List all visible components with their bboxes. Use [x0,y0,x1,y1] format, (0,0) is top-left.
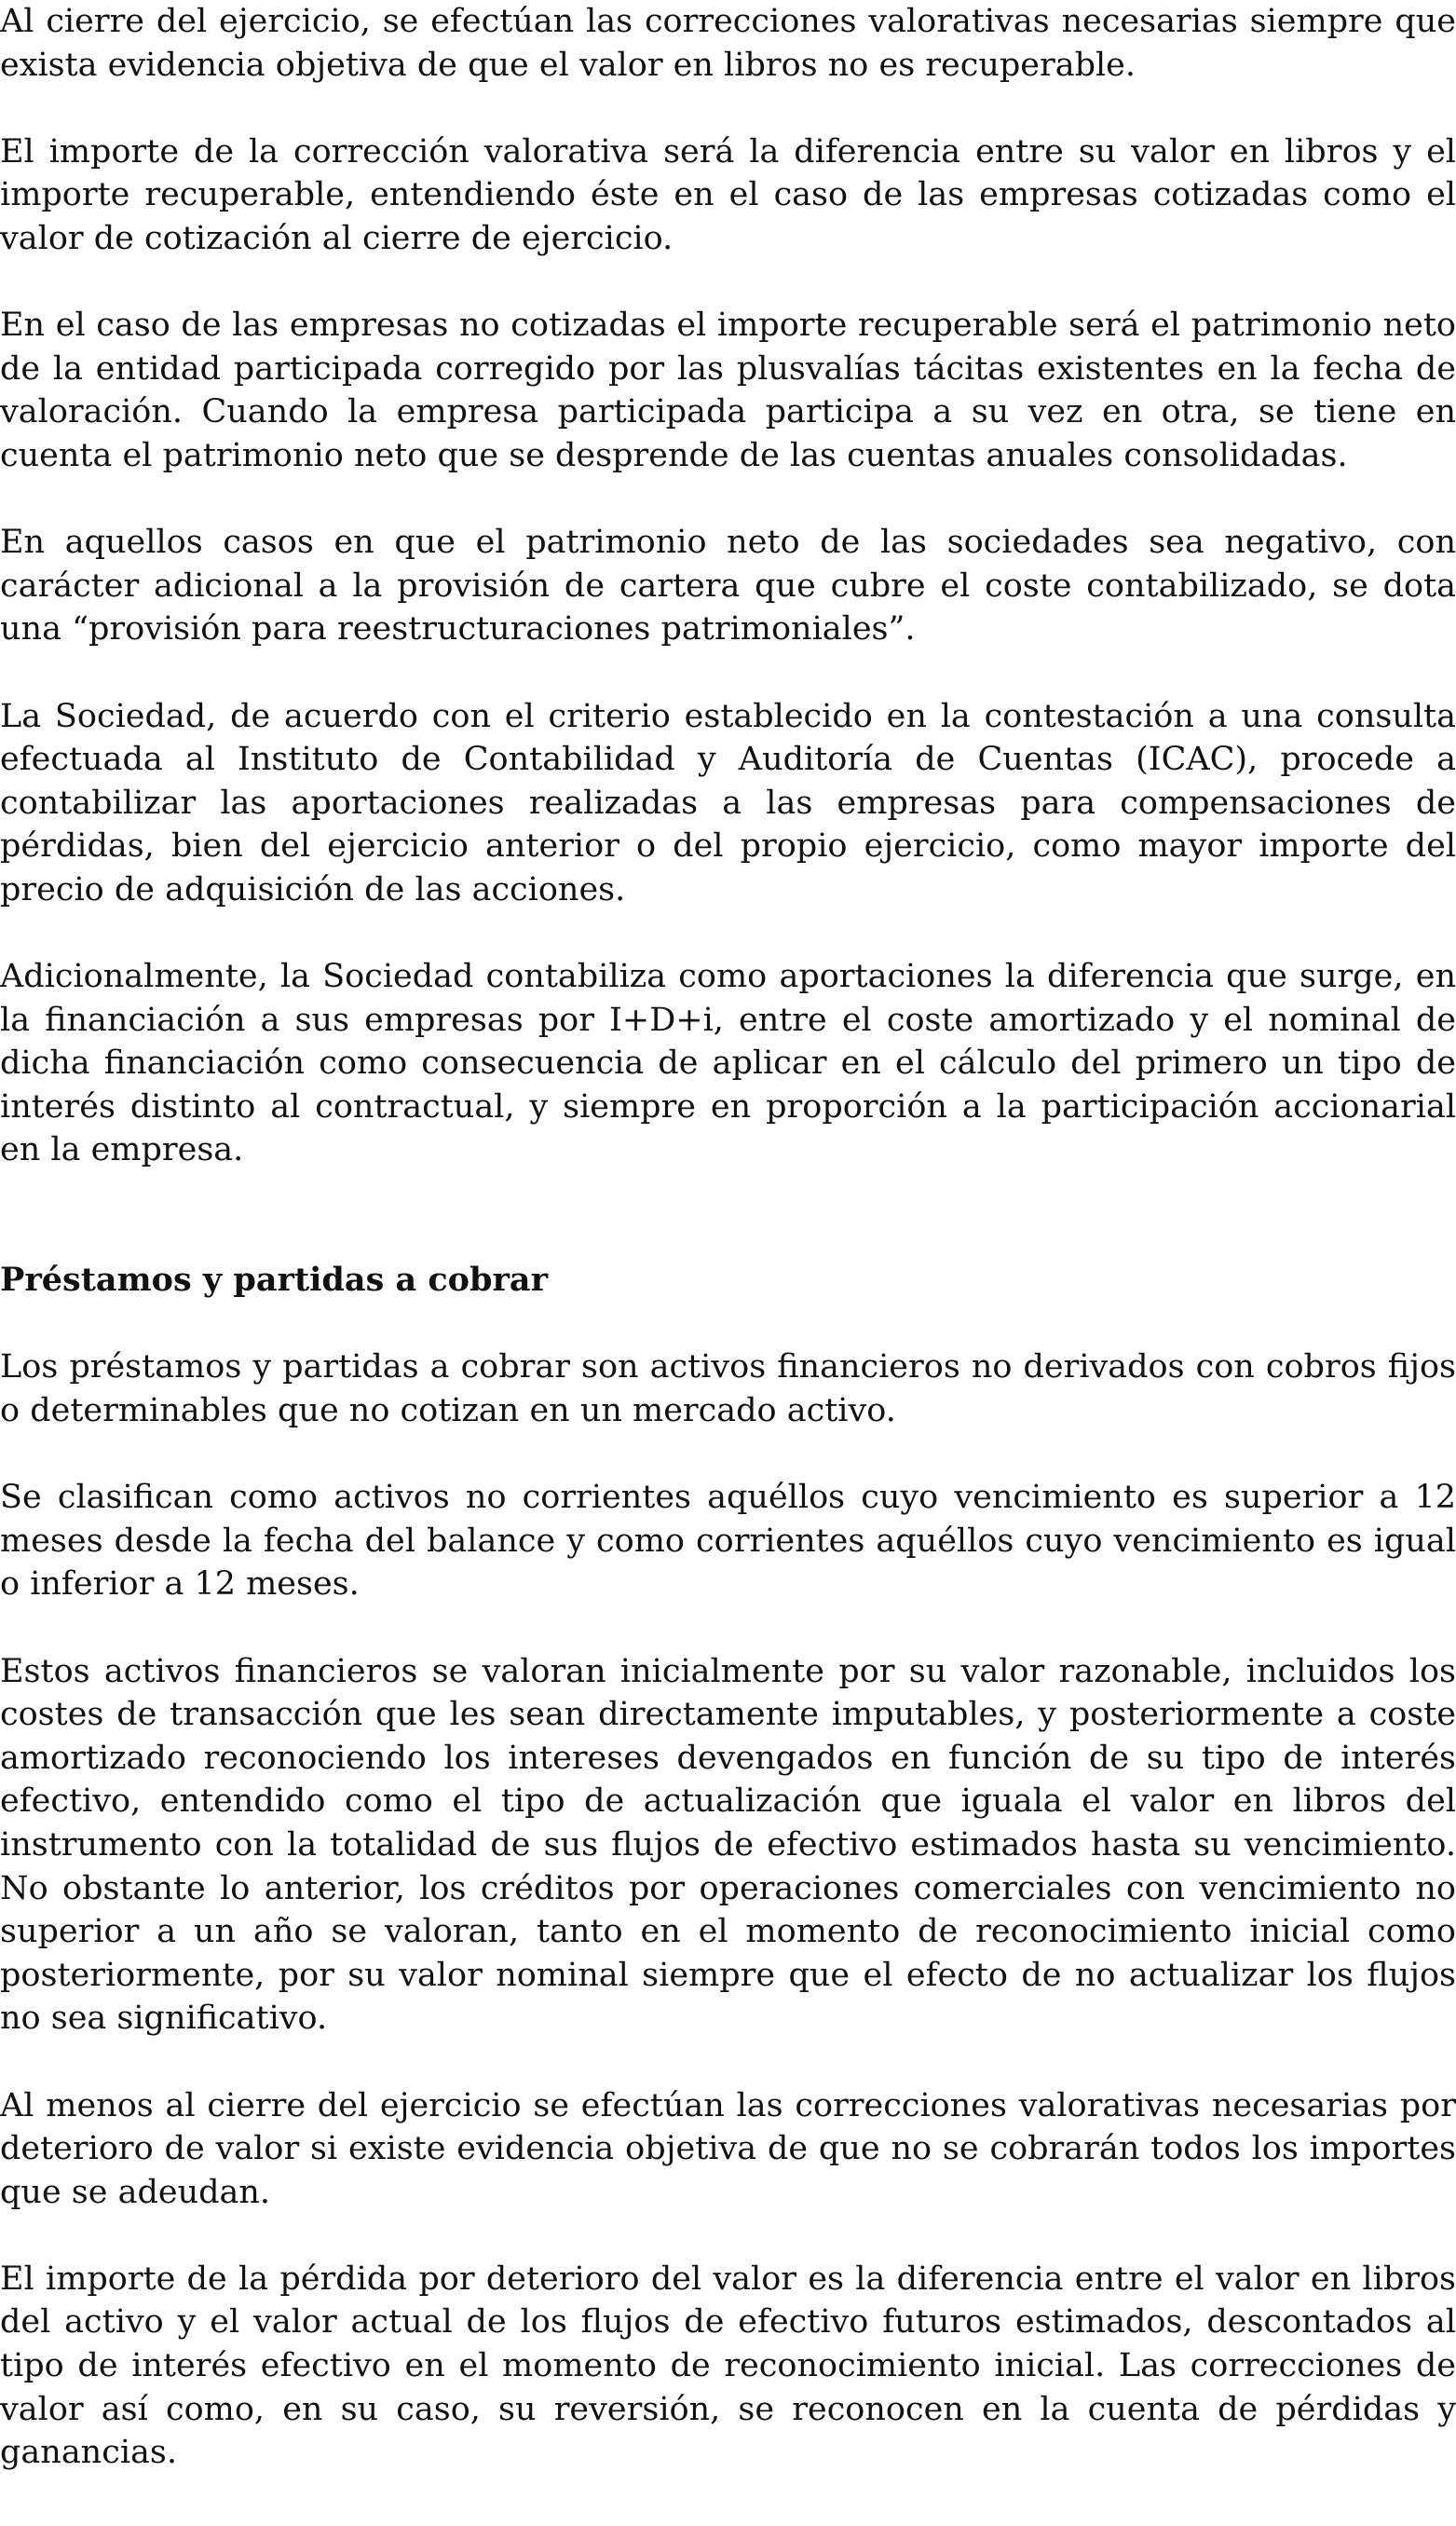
paragraph: Se clasifican como activos no corrientes aquéllos cuyo vencimiento es superior a 12 meses desde la fecha del balance y como corrientes aquéllos cuyo vencimiento es igual o inferior a 12 meses. [0,1479,1456,1604]
paragraph: Al menos al cierre del ejercicio se efectúan las correcciones valorativas necesarias por deterioro de valor si existe evidencia objetiva de que no se cobrarán todos los importes que se adeudan. [0,2086,1456,2211]
paragraph: La Sociedad, de acuerdo con el criterio establecido en la contestación a una consulta efectuada al Instituto de Contabilidad y Auditoría de Cuentas (ICAC), procede a contabilizar las aportaciones realizadas a las empresas para compensaciones de pérdidas, bien del ejercicio anterior o del propio ejercicio, como mayor importe del precio de adquisición de las acciones. [0,697,1456,908]
paragraph: En aquellos casos en que el patrimonio neto de las sociedades sea negativo, con carácter adicional a la provisión de cartera que cubre el coste contabilizado, se dota una “provisión para reestructuraciones patrimoniales”. [0,524,1456,649]
paragraph: El importe de la pérdida por deterioro del valor es la diferencia entre el valor en libros del activo y el valor actual de los flujos de efectivo futuros estimados, descontados al tipo de interés efectivo en el momento de reconocimiento inicial. Las correcciones de valor así como, en su caso, su reversión, se reconocen en la cuenta de pérdidas y ganancias. [0,2260,1456,2472]
paragraph: Los préstamos y partidas a cobrar son activos financieros no derivados con cobros fijos o determinables que no cotizan en un mercado activo. [0,1348,1456,1429]
paragraph: Estos activos financieros se valoran inicialmente por su valor razonable, incluidos los costes de transacción que les sean directamente imputables, y posteriormente a coste amortizado reconociendo los intereses devengados en función de su tipo de interés efectivo, entendido como el tipo de actualización que iguala el valor en libros del instrumento con la totalidad de sus flujos de efectivo estimados hasta su vencimiento. No obstante lo anterior, los créditos por operaciones comerciales con vencimiento no superior a un año se valoran, tanto en el momento de reconocimiento inicial como posteriormente, por su valor nominal siempre que el efecto de no actualizar los flujos no sea significativo. [0,1652,1456,2038]
paragraph: El importe de la corrección valorativa será la diferencia entre su valor en libros y el importe recuperable, entendiendo éste en el caso de las empresas cotizadas como el valor de cotización al cierre de ejercicio. [0,132,1456,257]
section-heading: Préstamos y partidas a cobrar [0,1261,549,1300]
paragraph: En el caso de las empresas no cotizadas el importe recuperable será el patrimonio neto de la entidad participada corregido por las plusvalías tácitas existentes en la fecha de valoración. Cuando la empresa participada participa a su vez en otra, se tiene en cuenta el patrimonio neto que se desprende de las cuentas anuales consolidadas. [0,307,1456,474]
paragraph: Al cierre del ejercicio, se efectúan las correcciones valorativas necesarias siempre que exista evidencia objetiva de que el valor en libros no es recuperable. [0,3,1456,84]
section-spacer [0,1216,1456,1260]
paragraph: Adicionalmente, la Sociedad contabiliza como aportaciones la diferencia que surge, en la financiación a sus empresas por I+D+i, entre el coste amortizado y el nominal de dicha financiación como consecuencia de aplicar en el cálculo del primero un tipo de interés distinto al contractual, y siempre en proporción a la participación accionarial en la empresa. [0,958,1456,1169]
